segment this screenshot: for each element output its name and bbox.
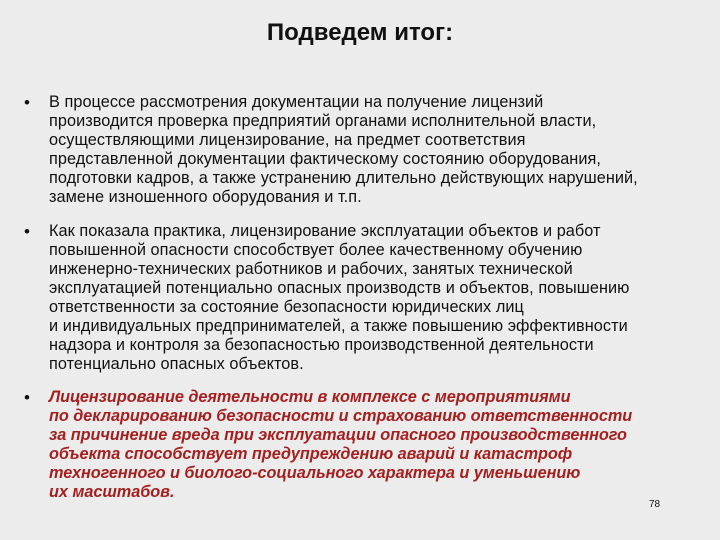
bullet-text-emphasis (49, 388, 709, 502)
bullet-line: объекта способствует предупреждению аварий и катастроф (49, 445, 573, 463)
bullet-line: замене изношенного оборудования и т.п. (49, 188, 362, 206)
bullet-marker: • (24, 222, 30, 241)
bullet-line: подготовки кадров, а также устранению длительно действующих нарушений, (49, 169, 638, 187)
bullet-line: Лицензирование деятельности в комплексе с мероприятиями (49, 388, 571, 406)
bullet-line: эксплуатацией потенциально опасных производств и объектов, повышению (49, 279, 630, 297)
bullet-line: потенциально опасных объектов. (49, 355, 304, 373)
bullet-line: повышенной опасности способствует более качественному обучению (49, 241, 583, 259)
bullet-line: инженерно-технических работников и рабочих, занятых технической (49, 260, 573, 278)
bullet-line: по декларированию безопасности и страхованию ответственности (49, 407, 633, 425)
bullet-line: производится проверка предприятий органами исполнительной власти, (49, 112, 597, 130)
bullet-line: техногенного и биолого-социального характера и уменьшению (49, 464, 581, 482)
bullet-line: В процессе рассмотрения документации на получение лицензий (49, 93, 544, 111)
bullet-line: надзора и контроля за безопасностью производственной деятельности (49, 336, 594, 354)
bullet-line: за причинение вреда при эксплуатации опасного производственного (49, 426, 627, 444)
slide-title: Подведем итог: (266, 19, 454, 46)
bullet-marker: • (24, 388, 30, 407)
page-number: 78 (649, 499, 661, 510)
bullet-line: Как показала практика, лицензирование эксплуатации объектов и работ (49, 222, 601, 240)
bullet-line: представленной документации фактическому состоянию оборудования, (49, 150, 601, 168)
bullet-line: осуществляющими лицензирование, на предмет соответствия (49, 131, 526, 149)
bullet-marker: • (24, 93, 30, 112)
bullet-line: их масштабов. (49, 483, 175, 501)
bullet-text (49, 222, 709, 374)
bullet-line: ответственности за состояние безопасности юридических лиц (49, 298, 524, 316)
bullet-text (49, 93, 709, 207)
bullet-line: и индивидуальных предпринимателей, а также повышению эффективности (49, 317, 628, 335)
